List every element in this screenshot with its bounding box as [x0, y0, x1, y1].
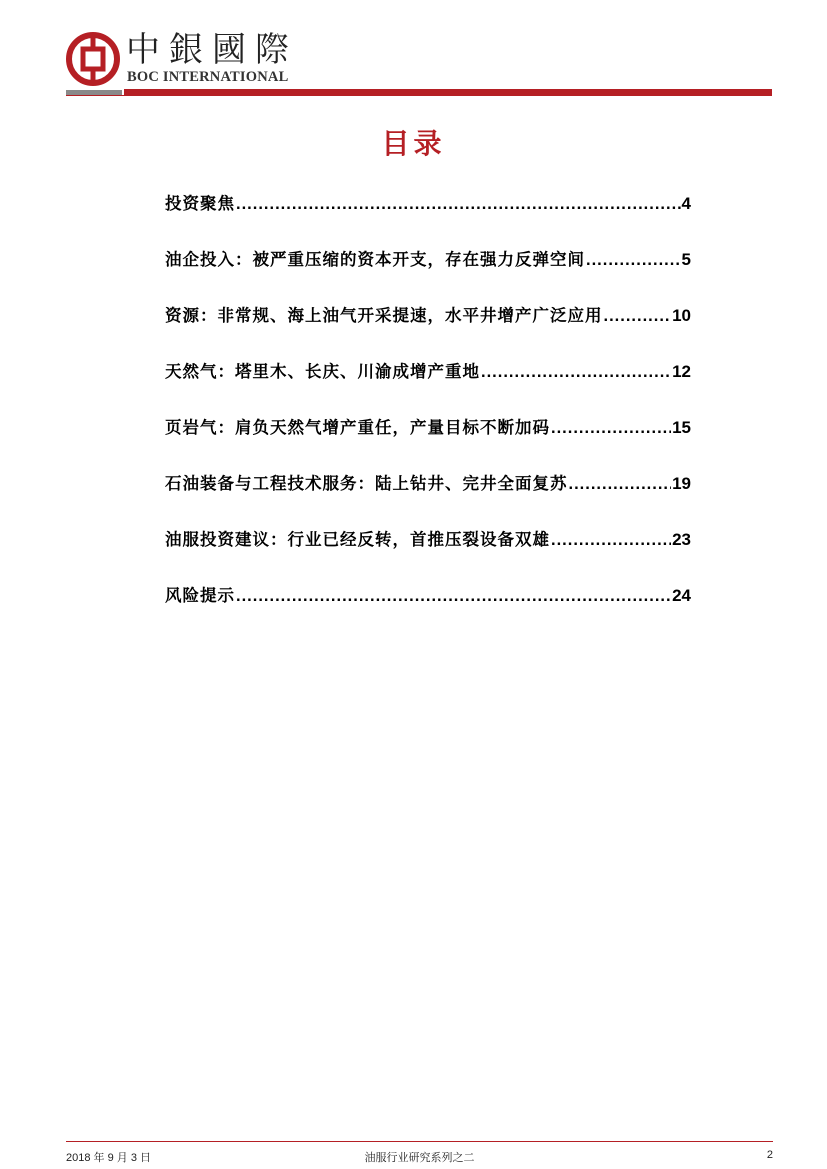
page-footer — [66, 1149, 773, 1165]
toc-entry-label: 投资聚焦 — [165, 194, 235, 213]
table-of-contents — [165, 190, 691, 638]
page-header — [66, 24, 772, 99]
toc-entry[interactable] — [165, 302, 691, 358]
toc-dot-leader — [604, 307, 672, 326]
toc-dot-leader — [551, 531, 671, 550]
toc-entry-label: 天然气：塔里木、长庆、川渝成增产重地 — [165, 362, 480, 381]
toc-dot-leader — [569, 475, 672, 494]
toc-entry-page: 4 — [681, 194, 691, 213]
toc-entry-label: 油服投资建议：行业已经反转，首推压裂设备双雄 — [165, 530, 550, 549]
toc-entry[interactable] — [165, 414, 691, 470]
toc-entry-page: 12 — [672, 362, 691, 381]
toc-title: 目录 — [381, 127, 446, 160]
toc-entry-label: 风险提示 — [165, 586, 235, 605]
toc-entry-page: 10 — [672, 306, 691, 325]
toc-entry[interactable] — [165, 358, 691, 414]
toc-entry[interactable] — [165, 246, 691, 302]
toc-entry-page: 15 — [672, 418, 691, 437]
toc-entry[interactable] — [165, 526, 691, 582]
toc-entry-label: 油企投入：被严重压缩的资本开支，存在强力反弹空间 — [165, 250, 585, 269]
toc-entry-label: 石油装备与工程技术服务：陆上钻井、完井全面复苏 — [165, 474, 568, 493]
footer-page-number: 2 — [766, 1149, 773, 1161]
toc-dot-leader — [551, 419, 671, 438]
toc-entry-page: 19 — [672, 474, 691, 493]
boc-logo-icon — [66, 32, 120, 86]
toc-dot-leader — [481, 363, 671, 382]
toc-entry[interactable] — [165, 190, 691, 246]
toc-dot-leader — [586, 251, 681, 270]
footer-rule — [66, 1141, 773, 1142]
toc-entry-label: 页岩气：肩负天然气增产重任，产量目标不断加码 — [165, 418, 550, 437]
footer-report-title: 油服行业研究系列之二 — [364, 1151, 475, 1164]
toc-entry[interactable] — [165, 582, 691, 638]
toc-entry-page: 24 — [672, 586, 691, 605]
toc-entry[interactable] — [165, 470, 691, 526]
toc-entry-page: 5 — [681, 250, 691, 269]
toc-entry-page: 23 — [672, 530, 691, 549]
logo-chinese-name: 中銀國際 — [126, 30, 298, 70]
logo-english-name: BOC INTERNATIONAL — [127, 69, 289, 85]
footer-date: 2018 年 9 月 3 日 — [66, 1152, 151, 1164]
toc-dot-leader — [236, 587, 671, 606]
toc-dot-leader — [236, 195, 681, 214]
header-rule-thin — [66, 95, 772, 96]
toc-entry-label: 资源：非常规、海上油气开采提速，水平井增产广泛应用 — [165, 306, 603, 325]
